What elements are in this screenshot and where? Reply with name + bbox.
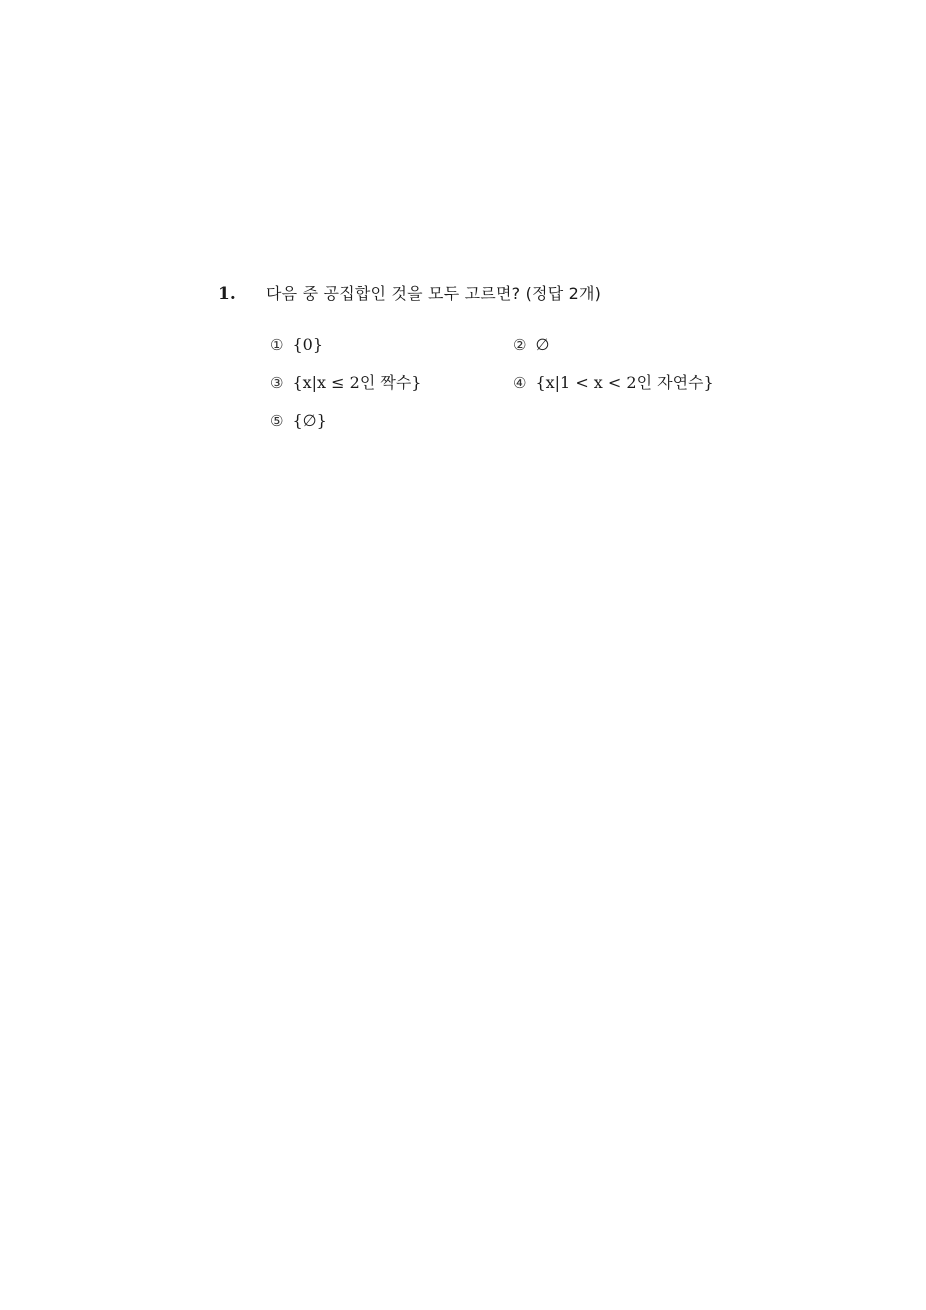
- choice-5-mark: ⑤: [270, 412, 284, 430]
- choice-1-mark: ①: [270, 336, 284, 354]
- choice-1-text: {0}: [292, 335, 323, 354]
- choice-2[interactable]: [513, 334, 549, 356]
- choice-3[interactable]: [270, 372, 421, 394]
- question-number: 1.: [218, 284, 236, 304]
- choice-3-text: {x|x ≤ 2인 짝수}: [292, 373, 422, 392]
- question-header: [218, 282, 838, 306]
- choice-2-text: ∅: [535, 335, 550, 354]
- choice-3-mark: ③: [270, 374, 284, 392]
- choice-5[interactable]: [270, 410, 327, 432]
- choice-4[interactable]: [513, 372, 714, 394]
- choice-2-mark: ②: [513, 336, 527, 354]
- choice-4-text: {x|1 < x < 2인 자연수}: [535, 373, 714, 392]
- choice-5-text: {∅}: [292, 411, 327, 430]
- choice-1[interactable]: [270, 334, 323, 356]
- choice-4-mark: ④: [513, 374, 527, 392]
- question-text: 다음 중 공집합인 것을 모두 고르면? (정답 2개): [266, 284, 602, 303]
- question-1: [218, 282, 838, 430]
